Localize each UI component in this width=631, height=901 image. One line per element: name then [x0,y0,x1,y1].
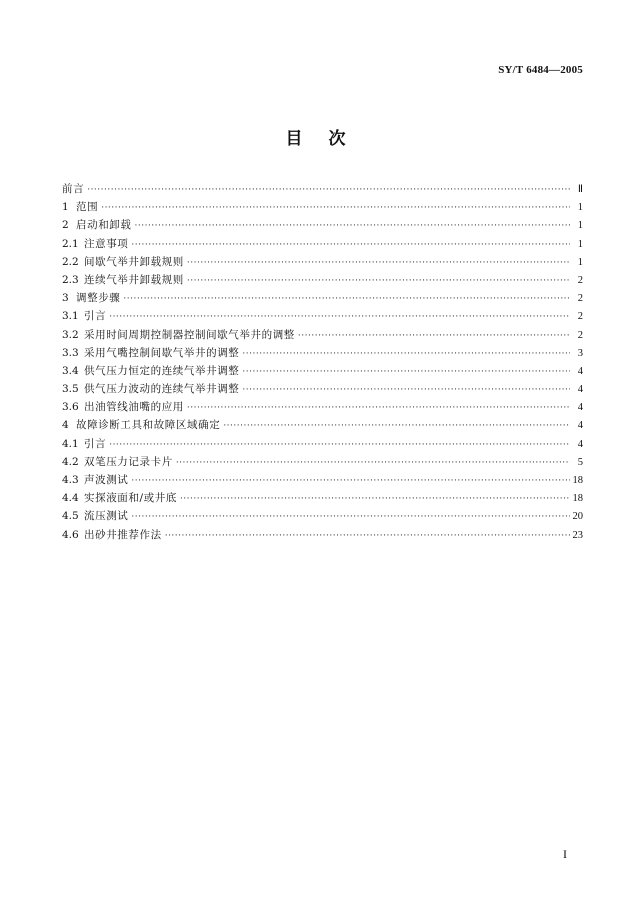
toc-dot-leader [131,472,569,490]
toc-entry-page: 5 [577,456,583,468]
standard-code: SY/T 6484—2005 [498,64,583,76]
toc-entry-number: 3.5 [62,383,79,396]
toc-dot-leader [298,327,570,345]
toc-entry-page: 4 [577,420,583,432]
toc-entry-page: 2 [577,293,583,305]
toc-entry[interactable] [62,344,583,362]
toc-entry-number: 4.3 [62,474,79,486]
toc-entry-label: 注意事项 [84,237,129,250]
toc-entry-number: 3.3 [62,346,79,359]
toc-dot-leader [87,181,570,199]
toc-entry-page: 4 [577,384,583,396]
toc-entry[interactable] [62,362,583,380]
toc-dot-leader [187,272,570,290]
page-number: I [563,847,567,861]
toc-entry-label: 出砂井推荐作法 [84,528,162,541]
toc-entry-number: 2.3 [62,273,79,286]
toc-entry-page: 2 [577,311,583,323]
toc-entry-page: 23 [572,529,583,541]
toc-entry-label: 引言 [84,310,107,323]
toc-entry[interactable] [62,289,583,307]
toc-entry[interactable] [62,180,583,198]
toc-dot-leader [165,527,570,545]
toc-dot-leader [242,345,570,363]
toc-entry-page: 3 [577,347,583,359]
toc-dot-leader [101,199,570,217]
toc-entry-number: 4.5 [62,510,79,523]
toc-entry-page: 1 [577,202,583,214]
toc-entry[interactable] [62,398,583,416]
toc-title: 目次 [285,129,372,149]
toc-entry-number: 3.1 [62,310,79,323]
toc-entry-number: 4.2 [62,455,79,468]
toc-entry[interactable] [62,198,583,216]
toc-entry-page: 18 [572,475,583,486]
toc-entry-page: 2 [577,329,583,341]
toc-dot-leader [187,254,570,272]
toc-entry-page: Ⅱ [577,184,583,195]
toc-entry-number: 4.1 [62,437,79,450]
toc-entry-label: 双笔压力记录卡片 [84,455,173,468]
toc-entry[interactable] [62,453,583,471]
toc-entry-page: 4 [577,365,583,377]
toc-entry-label: 实探液面和/或井底 [84,492,177,505]
toc-entry-page: 18 [572,493,583,505]
toc-entry-page: 1 [577,256,583,268]
toc-entry[interactable] [62,216,583,234]
toc-entry[interactable] [62,235,583,253]
toc-entry[interactable] [62,380,583,398]
toc-dot-leader [109,308,570,326]
toc-dot-leader [131,508,569,526]
toc-entry[interactable] [62,507,583,525]
toc-entry-number: 2.2 [62,255,79,268]
toc-entry-label: 故障诊断工具和故障区域确定 [76,419,221,432]
toc-entry-number: 4.4 [62,492,79,505]
toc-entry[interactable] [62,526,583,544]
toc-entry[interactable] [62,253,583,271]
toc-dot-leader [131,236,570,254]
toc-entry[interactable] [62,416,583,434]
toc-entry-label: 供气压力恒定的连续气举井调整 [84,364,240,377]
toc-entry[interactable] [62,271,583,289]
toc-entry-label: 出油管线油嘴的应用 [84,401,184,414]
toc-entry-number: 3.4 [62,364,79,377]
toc-entry-label: 启动和卸载 [76,219,132,232]
toc-entry-page: 4 [577,438,583,450]
toc-entry[interactable] [62,307,583,325]
toc-entry-number: 4.6 [62,528,79,541]
toc-entry-label: 供气压力波动的连续气举井调整 [84,383,240,396]
toc-entry-page: 1 [577,220,583,232]
toc-entry[interactable] [62,435,583,453]
toc-entry-page: 4 [577,402,583,414]
toc-dot-leader [223,417,570,435]
toc-entry-number: 1 [62,201,69,214]
toc-dot-leader [242,363,570,381]
toc-entry-label: 流压测试 [84,510,129,523]
toc-dot-leader [187,399,570,417]
toc-entry-number: 2 [62,219,69,232]
toc-dot-leader [180,490,570,508]
toc-entry-number: 3 [62,292,69,305]
toc-entry-label: 调整步骤 [76,292,121,305]
toc-entry-label: 间歇气举井卸载规则 [84,255,184,268]
toc-entry-number: 3.6 [62,401,79,414]
toc-entry-page: 2 [577,274,583,286]
table-of-contents [62,180,583,544]
toc-entry-page: 1 [577,238,583,250]
toc-dot-leader [123,290,570,308]
toc-dot-leader [242,381,570,399]
toc-entry-label: 声波测试 [84,474,129,486]
toc-dot-leader [176,454,570,472]
toc-entry[interactable] [62,471,583,489]
toc-entry-label: 引言 [84,437,107,450]
toc-entry-label: 前言 [62,183,85,195]
toc-entry-label: 连续气举井卸载规则 [84,273,184,286]
toc-dot-leader [109,436,570,454]
toc-entry-number: 4 [62,419,69,432]
toc-entry[interactable] [62,326,583,344]
toc-entry-number: 3.2 [62,328,79,341]
toc-entry-label: 范围 [76,201,99,214]
toc-entry-number: 2.1 [62,237,79,250]
toc-entry-label: 采用气嘴控制间歇气举井的调整 [84,346,240,359]
toc-entry-page: 20 [572,511,583,523]
toc-dot-leader [135,217,571,235]
toc-entry[interactable] [62,489,583,507]
toc-entry-label: 采用时间周期控制器控制间歇气举井的调整 [84,328,295,341]
